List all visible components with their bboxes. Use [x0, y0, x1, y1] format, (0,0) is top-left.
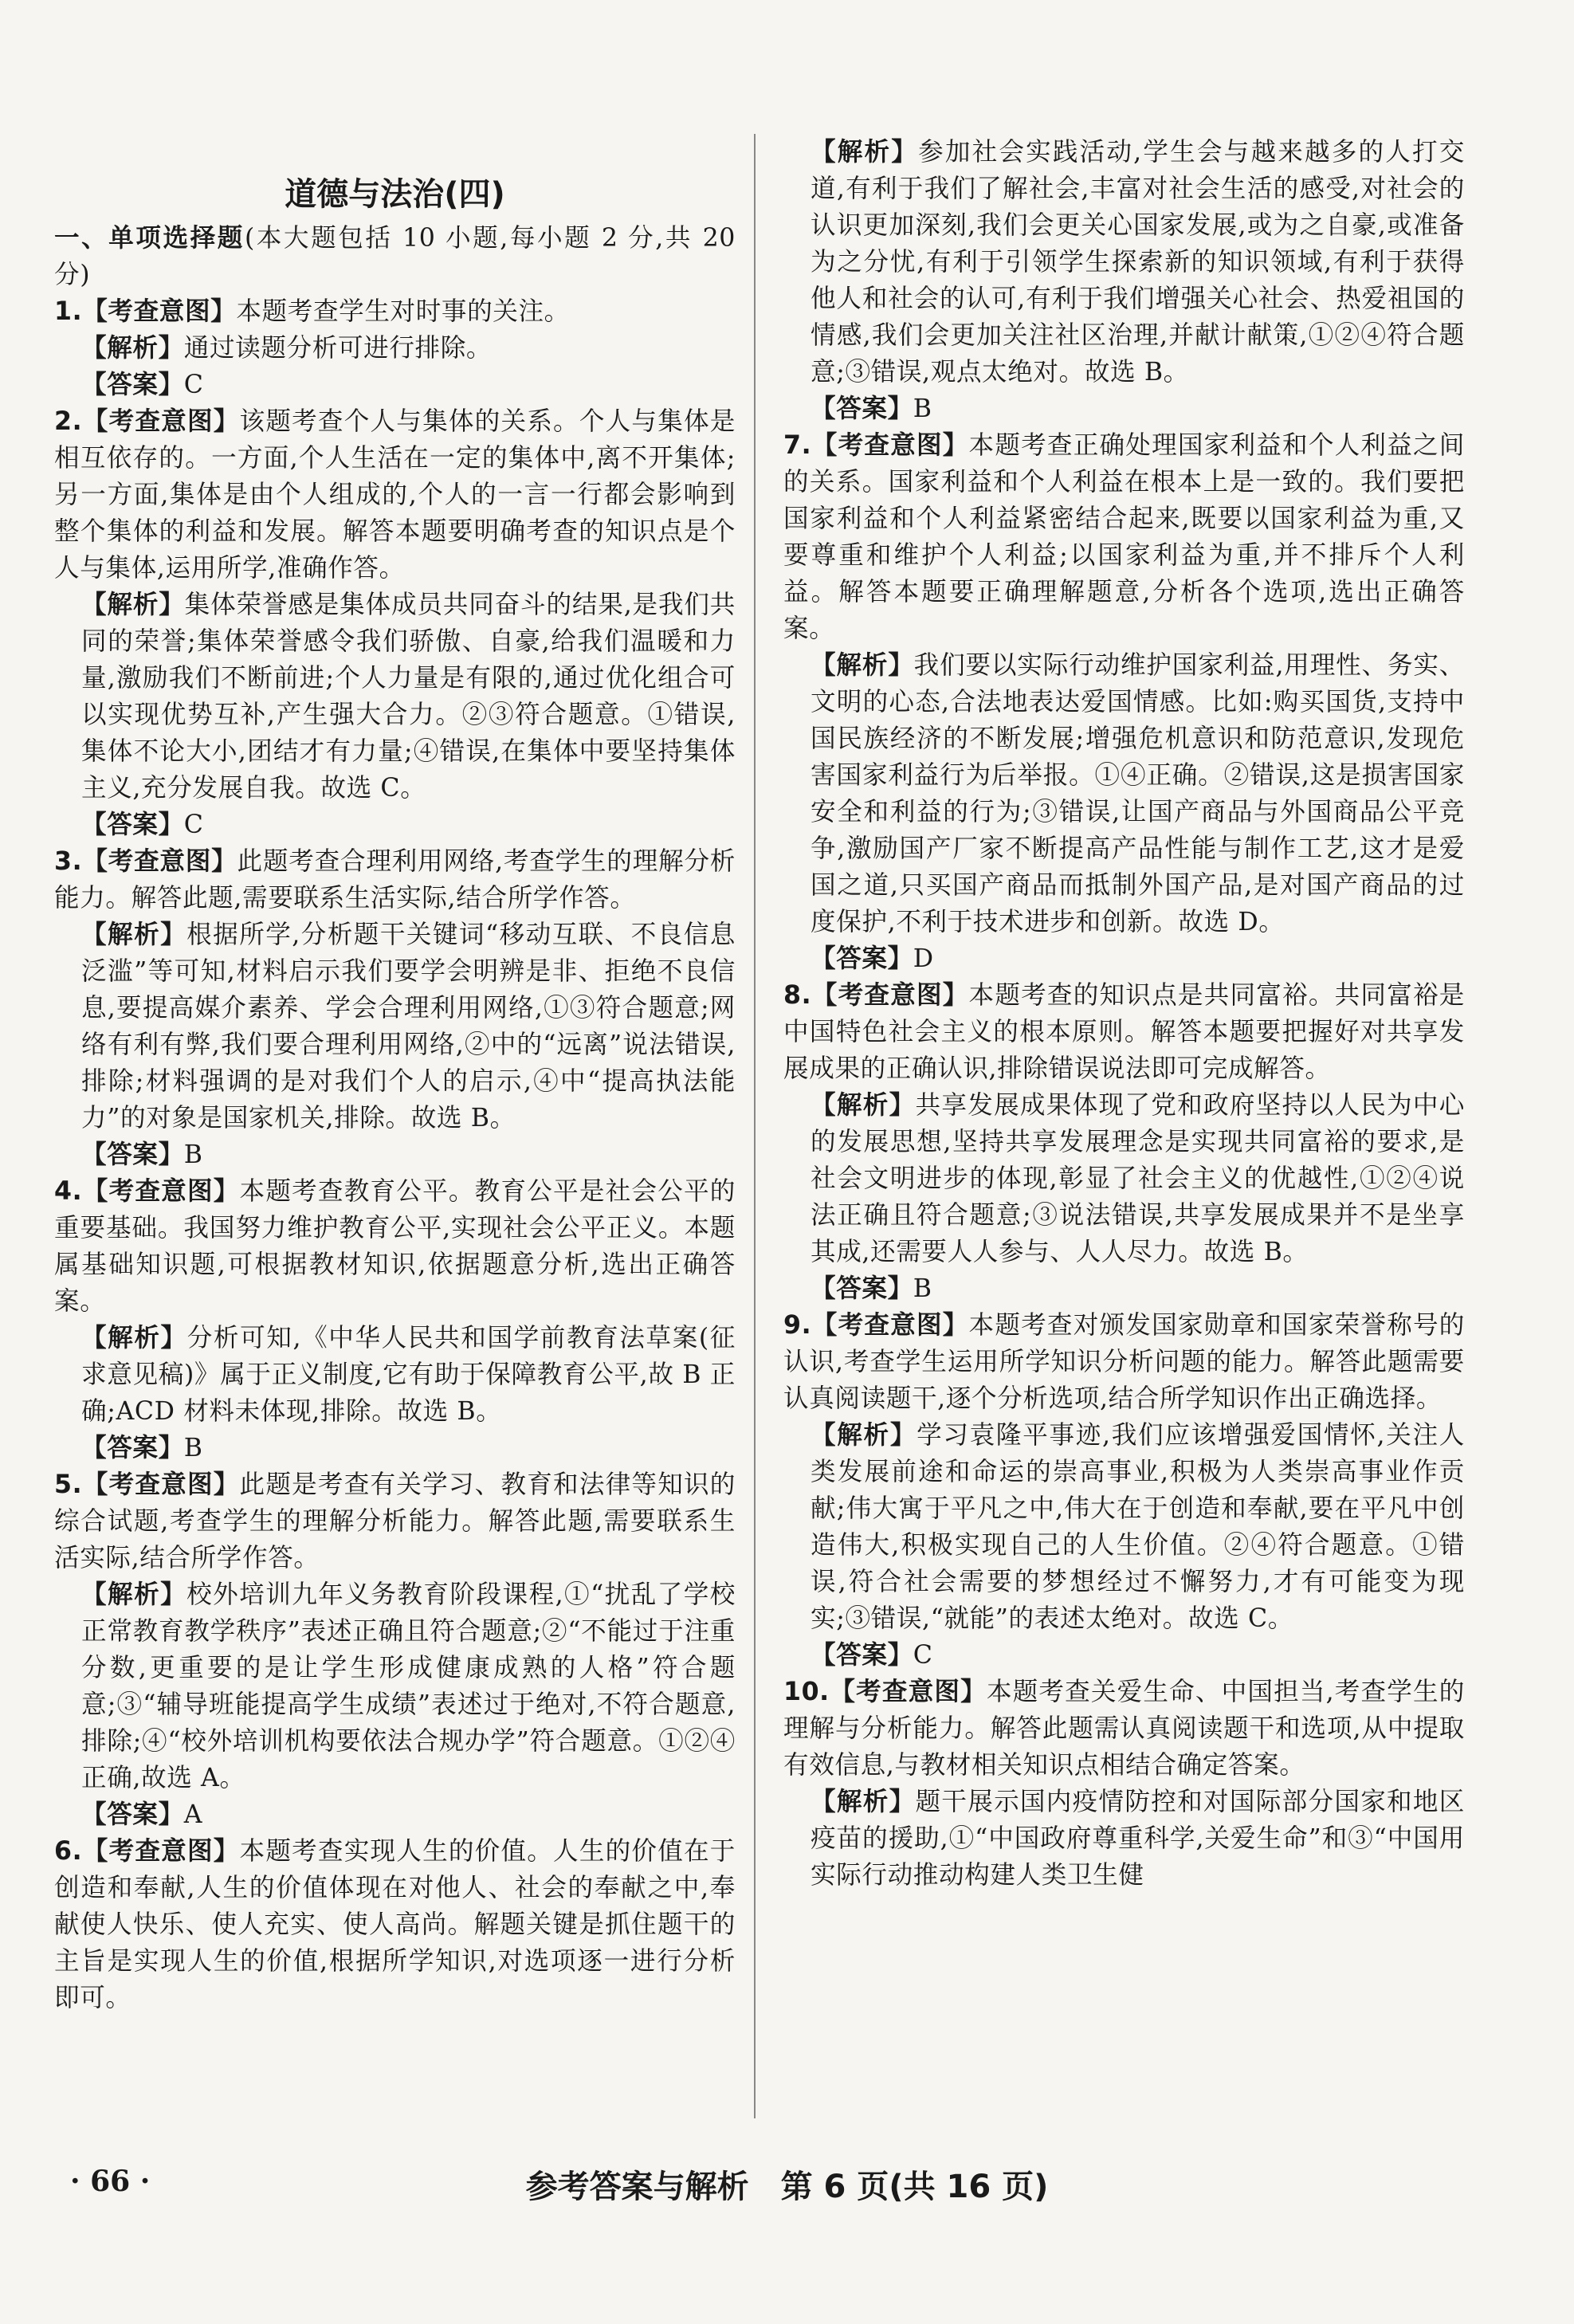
question-number: 9. [783, 1311, 812, 1340]
right-column [783, 134, 1465, 1894]
entry-text: 共享发展成果体现了党和政府坚持以人民为中心的发展思想,坚持共享发展理念是实现共同富裕的要求,是社会文明进步的体现,彰显了社会主义的优越性,①②④说法正确且符合题意;③说法错误,共享发展成果并不是坐享其成,还需要人人参与、人人尽力。故选 B。 [811, 1091, 1465, 1266]
answer-entry-q4-analysis [54, 1320, 736, 1430]
answer-entry-q9-answer [783, 1637, 1465, 1674]
entry-tag: 【解析】 [811, 1421, 917, 1450]
entry-tag: 【解析】 [811, 1788, 916, 1816]
answer-entry-q2-analysis [54, 587, 736, 807]
entry-text: 该题考查个人与集体的关系。个人与集体是相互依存的。一方面,个人生活在一定的集体中,离不开集体;另一方面,集体是由个人组成的,个人的一言一行都会影响到整个集体的利益和发展。解答本题要明确考查的知识点是个人与集体,运用所学,准确作答。 [54, 407, 736, 583]
entry-text: B [913, 395, 932, 423]
entry-text: 题干展示国内疫情防控和对国际部分国家和地区疫苗的援助,①“中国政府尊重科学,关爱生命”和③“中国用实际行动推动构建人类卫生健 [811, 1788, 1465, 1890]
question-number: 4. [54, 1177, 83, 1206]
page-number: · 66 · [70, 2165, 151, 2198]
entry-tag: 【解析】 [811, 138, 919, 167]
entry-tag: 【答案】 [811, 1274, 913, 1303]
entry-tag: 【考查意图】 [811, 431, 969, 460]
entry-text: C [913, 1641, 933, 1670]
question-number: 6. [54, 1837, 83, 1866]
entry-text: 此题是考查有关学习、教育和法律等知识的综合试题,考查学生的理解分析能力。解答此题,需要联系生活实际,结合所学作答。 [54, 1470, 736, 1572]
answer-entry-q8-intent [783, 977, 1465, 1087]
page-footer [0, 2161, 1574, 2217]
question-number: 3. [54, 847, 83, 876]
entry-tag: 【解析】 [81, 591, 185, 619]
entry-tag: 【考查意图】 [829, 1678, 987, 1706]
answer-entry-q8-analysis [783, 1087, 1465, 1270]
entry-text: C [183, 371, 204, 399]
entry-text: D [913, 944, 934, 973]
left-column [54, 220, 736, 2016]
entry-text: 此题考查合理利用网络,考查学生的理解分析能力。解答此题,需要联系生活实际,结合所学作答。 [54, 847, 736, 913]
section-heading-note: (本大题包括 10 小题,每小题 2 分,共 20 分) [54, 224, 736, 289]
entry-tag: 【答案】 [81, 371, 184, 399]
entry-text: B [913, 1274, 932, 1303]
entry-text: 校外培训九年义务教育阶段课程,①“扰乱了学校正常教育教学秩序”表述正确且符合题意;②“不能过于注重分数,更重要的是让学生形成健康成熟的人格”符合题意;③“辅导班能提高学生成绩”表述过于绝对,不符合题意,排除;④“校外培训机构要依法合规办学”符合题意。①②④正确,故选 A。 [81, 1580, 736, 1792]
entry-tag: 【考查意图】 [82, 1177, 240, 1206]
left-items [54, 293, 736, 2016]
entry-tag: 【答案】 [81, 811, 184, 839]
answer-entry-q6-answer [783, 391, 1465, 427]
column-divider [754, 134, 756, 2118]
question-number: 5. [54, 1470, 83, 1499]
entry-text: 本题考查的知识点是共同富裕。共同富裕是中国特色社会主义的根本原则。解答本题要把握好对共享发展成果的正确认识,排除错误说法即可完成解答。 [783, 981, 1465, 1083]
entry-tag: 【考查意图】 [82, 297, 237, 326]
answer-entry-q6-analysis [783, 134, 1465, 391]
entry-tag: 【考查意图】 [82, 407, 240, 436]
right-items [783, 134, 1465, 1894]
answer-entry-q1-intent [54, 293, 736, 330]
page-title: 道德与法治(四) [285, 176, 505, 213]
answer-entry-q9-analysis [783, 1417, 1465, 1637]
section-heading [54, 220, 736, 293]
section-heading-label: 一、单项选择题 [54, 224, 245, 253]
answer-entry-q10-intent [783, 1674, 1465, 1784]
entry-text: 根据所学,分析题干关键词“移动互联、不良信息泛滥”等可知,材料启示我们要学会明辨是非、拒绝不良信息,要提高媒介素养、学会合理利用网络,①③符合题意;网络有利有弊,我们要合理利用网络,②中的“远离”说法错误,排除;材料强调的是对我们个人的启示,④中“提高执法能力”的对象是国家机关,排除。故选 B。 [81, 921, 736, 1133]
entry-text: A [183, 1800, 203, 1829]
answer-entry-q1-analysis [54, 330, 736, 367]
question-number: 1. [54, 297, 83, 326]
entry-tag: 【答案】 [81, 1800, 184, 1829]
entry-tag: 【考查意图】 [82, 1470, 240, 1499]
answer-entry-q1-answer [54, 367, 736, 403]
entry-text: 本题考查实现人生的价值。人生的价值在于创造和奉献,人生的价值体现在对他人、社会的奉献之中,奉献使人快乐、使人充实、使人高尚。解题关键是抓住题干的主旨是实现人生的价值,根据所学知识,对选项逐一进行分析即可。 [54, 1837, 736, 2012]
entry-tag: 【考查意图】 [811, 1311, 969, 1340]
answer-entry-q6-intent [54, 1833, 736, 2016]
entry-text: 本题考查学生对时事的关注。 [236, 297, 570, 326]
answer-entry-q4-intent [54, 1173, 736, 1320]
entry-text: B [183, 1140, 203, 1169]
entry-text: 本题考查关爱生命、中国担当,考查学生的理解与分析能力。解答此题需认真阅读题干和选项,从中提取有效信息,与教材相关知识点相结合确定答案。 [783, 1678, 1465, 1780]
entry-tag: 【考查意图】 [811, 981, 969, 1010]
entry-tag: 【答案】 [811, 1641, 913, 1670]
entry-tag: 【解析】 [81, 1324, 187, 1352]
question-number: 8. [783, 981, 812, 1010]
entry-tag: 【考查意图】 [82, 847, 237, 876]
entry-tag: 【解析】 [811, 651, 914, 680]
entry-tag: 【解析】 [81, 921, 187, 949]
answer-entry-q2-answer [54, 807, 736, 843]
entry-tag: 【解析】 [81, 1580, 187, 1609]
answer-entry-q5-answer [54, 1796, 736, 1833]
entry-tag: 【解析】 [81, 334, 184, 363]
answer-entry-q8-answer [783, 1270, 1465, 1307]
answer-entry-q7-answer [783, 940, 1465, 977]
answer-entry-q2-intent [54, 403, 736, 587]
answer-entry-q5-intent [54, 1466, 736, 1576]
entry-text: 参加社会实践活动,学生会与越来越多的人打交道,有利于我们了解社会,丰富对社会生活的感受,对社会的认识更加深刻,我们会更关心国家发展,或为之自豪,或准备为之分忧,有利于引领学生探索新的知识领域,有利于获得他人和社会的认可,有利于我们增强关心社会、热爱祖国的情感,我们会更加关注社区治理,并献计献策,①②④符合题意;③错误,观点太绝对。故选 B。 [811, 138, 1465, 387]
entry-tag: 【答案】 [811, 944, 913, 973]
question-number: 2. [54, 407, 83, 436]
answer-entry-q9-intent [783, 1307, 1465, 1417]
answer-entry-q3-analysis [54, 917, 736, 1136]
entry-text: 通过读题分析可进行排除。 [183, 334, 493, 363]
question-number: 10. [783, 1678, 830, 1706]
answer-entry-q3-intent [54, 843, 736, 917]
entry-text: 分析可知,《中华人民共和国学前教育法草案(征求意见稿)》属于正义制度,它有助于保障教育公平,故 B 正确;ACD 材料未体现,排除。故选 B。 [81, 1324, 736, 1426]
entry-tag: 【考查意图】 [82, 1837, 240, 1866]
entry-text: 本题考查正确处理国家利益和个人利益之间的关系。国家利益和个人利益在根本上是一致的。我们要把国家利益和个人利益紧密结合起来,既要以国家利益为重,又要尊重和维护个人利益;以国家利益为重,并不排斥个人利益。解答本题要正确理解题意,分析各个选项,选出正确答案。 [783, 431, 1465, 643]
question-number: 7. [783, 431, 812, 460]
entry-tag: 【答案】 [81, 1434, 184, 1462]
answer-entry-q5-analysis [54, 1576, 736, 1796]
entry-tag: 【解析】 [811, 1091, 916, 1120]
entry-text: 本题考查对颁发国家勋章和国家荣誉称号的认识,考查学生运用所学知识分析问题的能力。解答此题需要认真阅读题干,逐个分析选项,结合所学知识作出正确选择。 [783, 1311, 1465, 1413]
answer-entry-q3-answer [54, 1136, 736, 1173]
footer-text: 参考答案与解析 第 6 页(共 16 页) [525, 2169, 1049, 2205]
entry-text: 本题考查教育公平。教育公平是社会公平的重要基础。我国努力维护教育公平,实现社会公平正义。本题属基础知识题,可根据教材知识,依据题意分析,选出正确答案。 [54, 1177, 736, 1316]
entry-text: C [183, 811, 204, 839]
answer-entry-q7-analysis [783, 647, 1465, 940]
entry-tag: 【答案】 [811, 395, 913, 423]
entry-text: 集体荣誉感是集体成员共同奋斗的结果,是我们共同的荣誉;集体荣誉感令我们骄傲、自豪,给我们温暖和力量,激励我们不断前进;个人力量是有限的,通过优化组合可以实现优势互补,产生强大合力。②③符合题意。①错误,集体不论大小,团结才有力量;④错误,在集体中要坚持集体主义,充分发展自我。故选 C。 [81, 591, 736, 803]
entry-text: B [183, 1434, 203, 1462]
answer-entry-q4-answer [54, 1430, 736, 1466]
answer-entry-q7-intent [783, 427, 1465, 647]
entry-tag: 【答案】 [81, 1140, 184, 1169]
entry-text: 我们要以实际行动维护国家利益,用理性、务实、文明的心态,合法地表达爱国情感。比如:购买国货,支持中国民族经济的不断发展;增强危机意识和防范意识,发现危害国家利益行为后举报。①④正确。②错误,这是损害国家安全和利益的行为;③错误,让国产商品与外国商品公平竞争,激励国产厂家不断提高产品性能与制作工艺,这才是爱国之道,只买国产商品而抵制外国产品,是对国产商品的过度保护,不利于技术进步和创新。故选 D。 [811, 651, 1465, 936]
answer-entry-q10-analysis [783, 1784, 1465, 1894]
entry-text: 学习袁隆平事迹,我们应该增强爱国情怀,关注人类发展前途和命运的崇高事业,积极为人类崇高事业作贡献;伟大寓于平凡之中,伟大在于创造和奉献,要在平凡中创造伟大,积极实现自己的人生价值。②④符合题意。①错误,符合社会需要的梦想经过不懈努力,才有可能变为现实;③错误,“就能”的表述太绝对。故选 C。 [811, 1421, 1465, 1633]
